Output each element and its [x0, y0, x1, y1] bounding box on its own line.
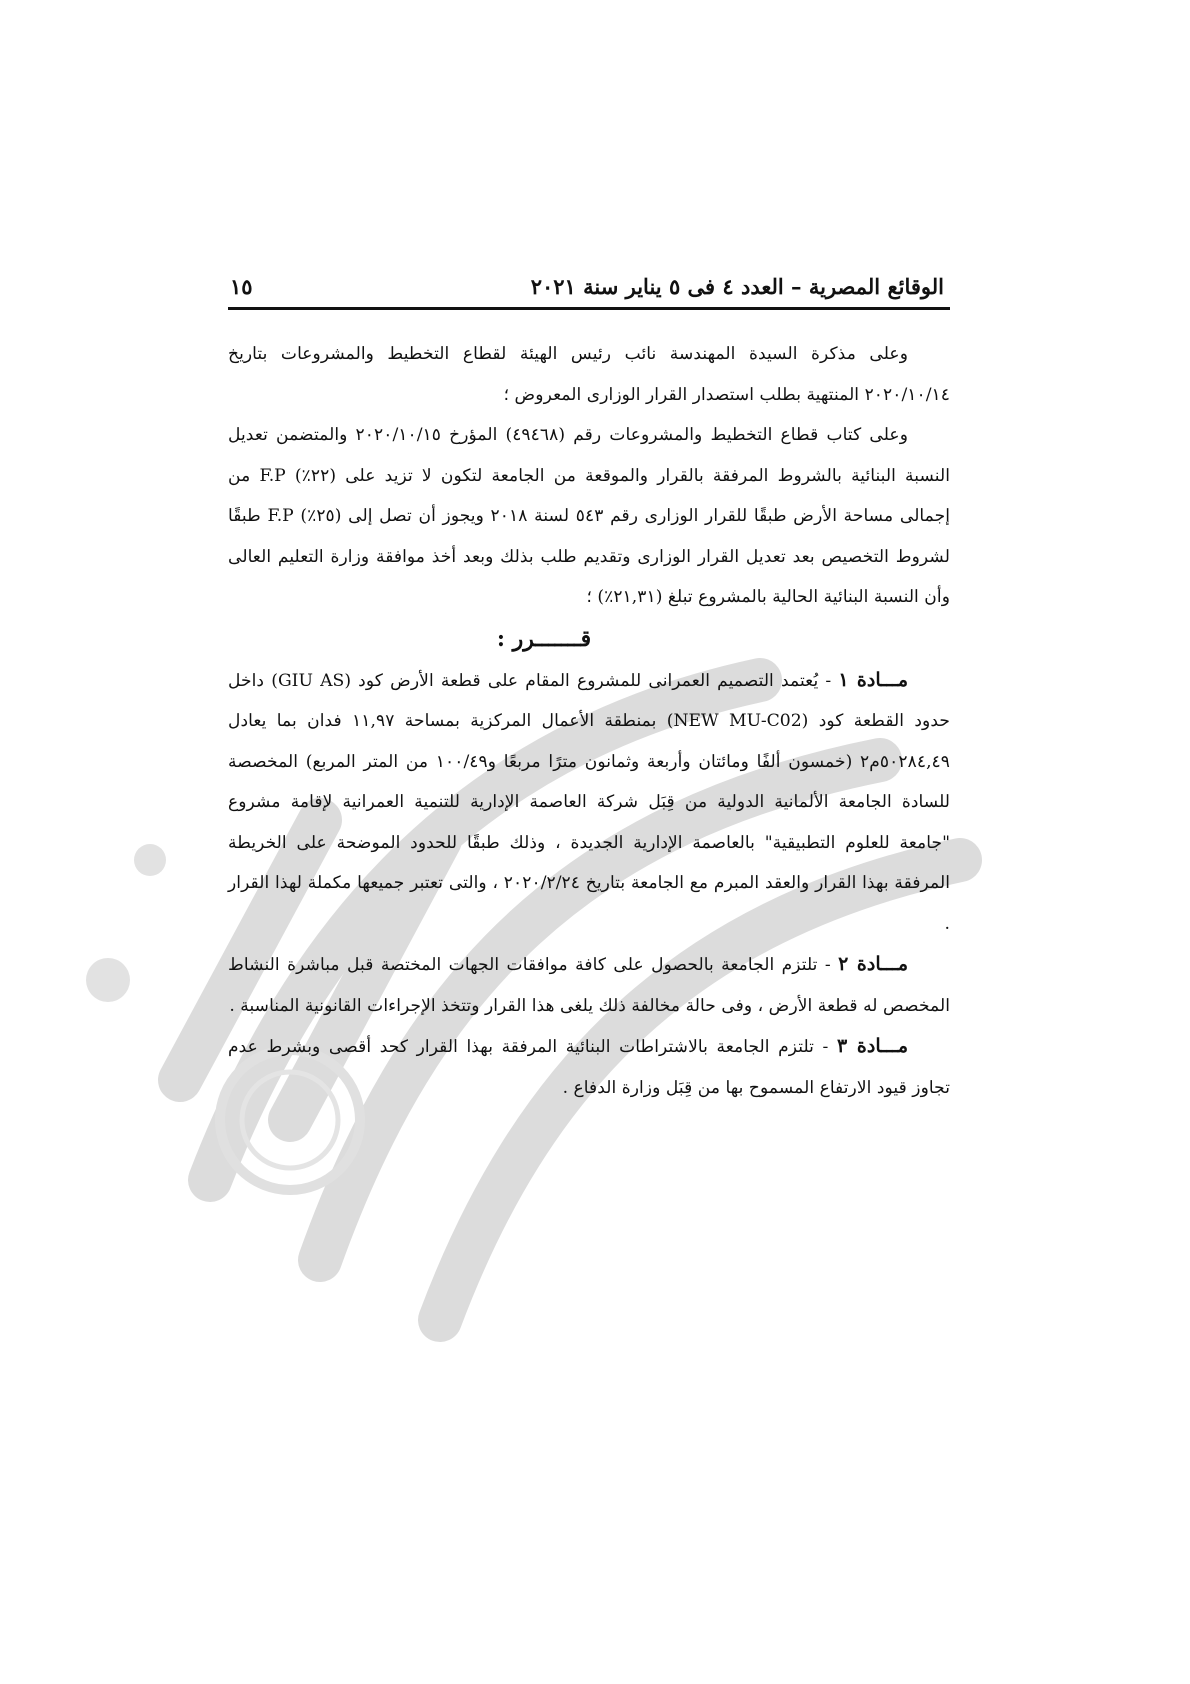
article-1 — [228, 660, 950, 945]
preamble-paragraph: وعلى مذكرة السيدة المهندسة نائب رئيس الهيئة لقطاع التخطيط والمشروعات بتاريخ ٢٠٢٠/١٠/١٤ المنتهية بطلب استصدار القرار الوزارى المعروض ؛ — [228, 344, 950, 405]
article-text: - تلتزم الجامعة بالحصول على كافة موافقات الجهات المختصة قبل مباشرة النشاط المخصص له قطعة الأرض ، وفى حالة مخالفة ذلك يلغى هذا القرار وتتخذ الإجراءات القانونية المناسبة . — [228, 955, 950, 1016]
article-text: - تلتزم الجامعة بالاشتراطات البنائية المرفقة بهذا القرار كحد أقصى وبشرط عدم تجاوز قيود الارتفاع المسموح بها من قِبَل وزارة الدفاع . — [228, 1037, 950, 1098]
header-title: الوقائع المصرية – العدد ٤ فى ٥ يناير سنة ٢٠٢١ — [530, 274, 944, 299]
decision-heading: قـــــــرر : — [496, 625, 592, 652]
page-number: ١٥ — [230, 274, 253, 299]
gazette-page — [228, 255, 950, 1108]
preamble-paragraph: وعلى كتاب قطاع التخطيط والمشروعات رقم (٤٩٤٦٨) المؤرخ ٢٠٢٠/١٠/١٥ والمتضمن تعديل النسبة البنائية بالشروط المرفقة بالقرار والموقعة من الجامعة لتكون لا تزيد على (٢٢٪) F.P من إجمالى مساحة الأرض طبقًا للقرار الوزارى رقم ٥٤٣ لسنة ٢٠١٨ ويجوز أن تصل إلى (٢٥٪) F.P طبقًا لشروط التخصيص بعد تعديل القرار الوزارى وتقديم طلب بذلك وبعد أخذ موافقة وزارة التعليم العالى وأن النسبة البنائية الحالية بالمشروع تبلغ (٢١,٣١٪) ؛ — [228, 425, 951, 607]
article-3 — [228, 1026, 950, 1108]
article-title: مـــادة ١ — [838, 668, 908, 691]
decree-body — [228, 334, 950, 1108]
page-header — [228, 255, 950, 310]
article-text: - يُعتمد التصميم العمرانى للمشروع المقام على قطعة الأرض كود (GIU AS) داخل حدود القطعة كود (NEW MU-C02) بمنطقة الأعمال المركزية بمساحة ١١,٩٧ فدان بما يعادل ٥٠٢٨٤,٤٩م٢ (خمسون ألفًا ومائتان وأربعة وثمانون مترًا مربعًا و١٠٠/٤٩ من المتر المربع) المخصصة للسادة الجامعة الألمانية الدولية من قِبَل شركة العاصمة الإدارية للتنمية العمرانية لإقامة مشروع "جامعة للعلوم التطبيقية" بالعاصمة الإدارية الجديدة ، وذلك طبقًا للحدود الموضحة على الخريطة المرفقة بهذا القرار والعقد المبرم مع الجامعة بتاريخ ٢٠٢٠/٢/٢٤ ، والتى تعتبر جميعها مكملة لهذا القرار . — [228, 670, 950, 934]
article-title: مـــادة ٣ — [836, 1035, 908, 1057]
article-title: مـــادة ٢ — [838, 953, 909, 975]
article-2 — [228, 944, 950, 1026]
